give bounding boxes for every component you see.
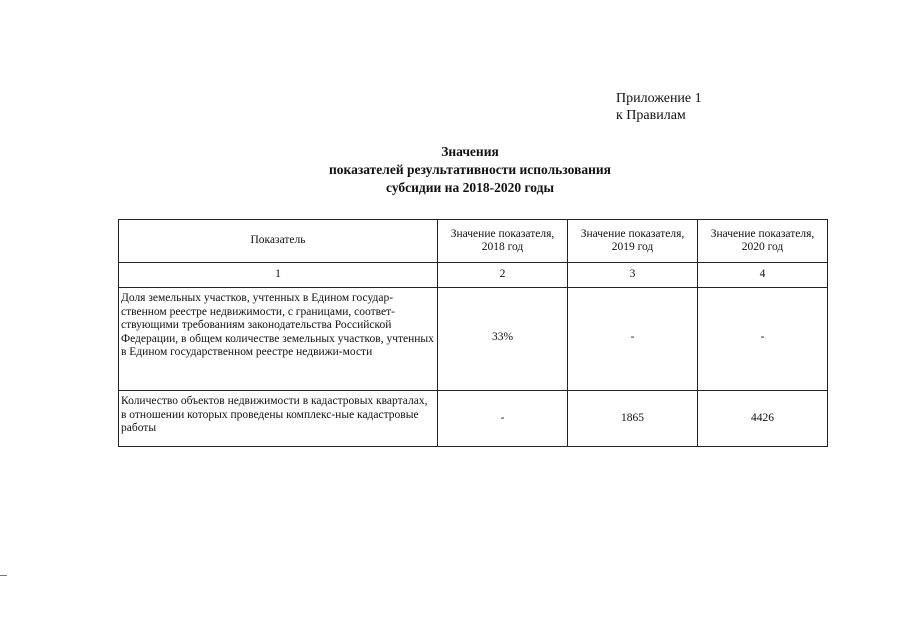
value-2020: 4426 — [698, 391, 828, 447]
appendix-line-1: Приложение 1 — [616, 91, 702, 106]
header-indicator: Показатель — [119, 220, 438, 263]
value-2018: 33% — [438, 288, 568, 391]
column-number: 2 — [438, 263, 568, 288]
table-row — [119, 288, 828, 391]
table-header-row — [119, 220, 828, 263]
column-number-row — [119, 263, 828, 288]
indicator-name: Количество объектов недвижимости в кадастровых кварталах, в отношении которых проведены комплекс-ные кадастровые работы — [119, 391, 438, 447]
column-number: 4 — [698, 263, 828, 288]
value-2019: - — [568, 288, 698, 391]
header-2019: Значение показателя, 2019 год — [568, 220, 698, 263]
column-number: 3 — [568, 263, 698, 288]
value-2018: - — [438, 391, 568, 447]
indicator-name: Доля земельных участков, учтенных в Едином государ-ственном реестре недвижимости, с границами, соответ-ствующими требованиям законодательства Российской Федерации, в общем количестве земельных участков, учтенных в Едином государственном реестре недвижи-мости — [119, 288, 438, 391]
column-number: 1 — [119, 263, 438, 288]
title-line-1: Значения — [441, 144, 499, 159]
value-2019: 1865 — [568, 391, 698, 447]
margin-mark — [0, 575, 7, 576]
appendix-note — [616, 90, 702, 124]
table-row — [119, 391, 828, 447]
header-2018: Значение показателя, 2018 год — [438, 220, 568, 263]
indicators-table — [118, 219, 828, 447]
title-line-2: показателей результативности использования — [329, 162, 611, 177]
document-title — [260, 143, 680, 197]
value-2020: - — [698, 288, 828, 391]
appendix-line-2: к Правилам — [616, 108, 686, 123]
title-line-3: субсидии на 2018-2020 годы — [386, 180, 554, 195]
header-2020: Значение показателя, 2020 год — [698, 220, 828, 263]
